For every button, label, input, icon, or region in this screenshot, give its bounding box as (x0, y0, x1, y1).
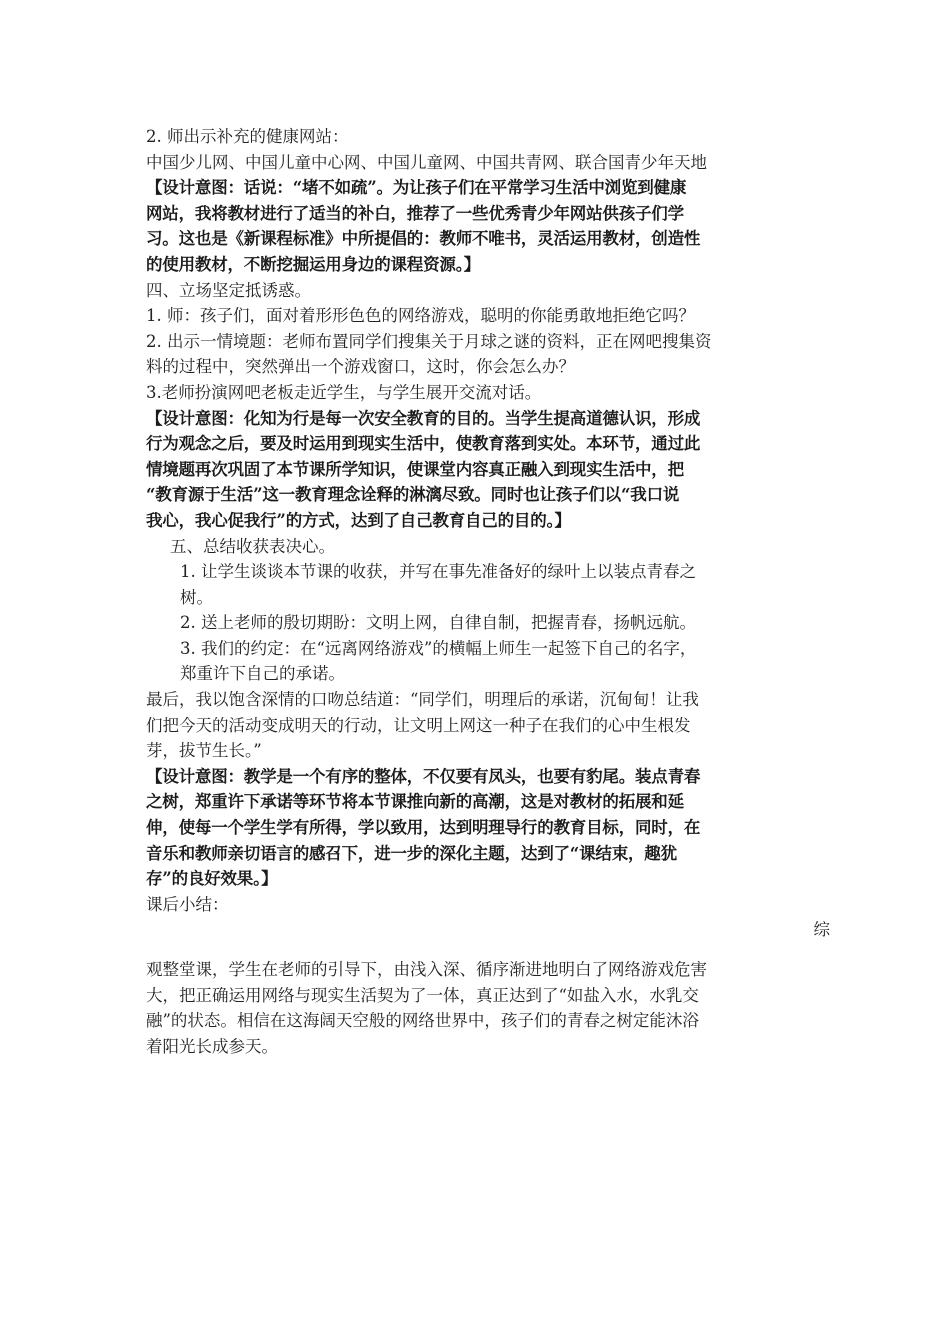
design-intent-line: 存”的良好效果。】 (146, 869, 278, 889)
text-line: 融”的状态。相信在这海阔天空般的网络世界中，孩子们的青春之树定能沐浴 (146, 1011, 699, 1031)
text-line: 郑重许下自己的承诺。 (180, 664, 345, 684)
text-line: 观整堂课，学生在老师的引导下，由浅入深、循序渐进地明白了网络游戏危害 (146, 960, 707, 979)
design-intent-line: “教育源于生活”这一教育理念诠释的淋漓尽致。同时也让孩子们以“我口说 (146, 485, 680, 505)
design-intent-line: 习。这也是《新课程标准》中所提倡的：教师不唯书，灵活运用教材，创造性 (146, 229, 701, 249)
design-intent-line: 【设计意图：化知为行是每一次安全教育的目的。当学生提高道德认识，形成 (146, 408, 701, 428)
text-line: 2. 师出示补充的健康网站： (146, 127, 349, 146)
design-intent-line: 之树，郑重许下承诺等环节将本节课推向新的高潮，这是对教材的拓展和延 (146, 792, 684, 812)
text-line: 们把今天的活动变成明天的行动，让文明上网这一种子在我们的心中生根发 (146, 715, 691, 735)
text-line: 3. 我们的约定：在“远离网络游戏”的横幅上师生一起签下自己的名字， (180, 638, 697, 658)
design-intent-line: 【设计意图：教学是一个有序的整体，不仅要有凤头，也要有豹尾。装点青春 (146, 766, 701, 786)
text-line: 最后，我以饱含深情的口吻总结道：“同学们，明理后的承诺，沉甸甸！让我 (146, 690, 699, 710)
design-intent-line: 网站，我将教材进行了适当的补白，推荐了一些优秀青少年网站供孩子们学 (146, 203, 684, 223)
text-line (146, 943, 808, 957)
design-intent-line: 我心，我心促我行”的方式，达到了自己教育自己的目的。】 (146, 510, 571, 530)
design-intent-line: 伸，使每一个学生学有所得，学以致用，达到明理导行的教育目标，同时，在 (146, 818, 701, 838)
text-line: 五、总结收获表决心。 (170, 536, 335, 556)
document-body (146, 124, 830, 1059)
text-line: 课后小结： (146, 894, 229, 914)
design-intent-line: 情境题再次巩固了本节课所学知识，使课堂内容真正融入到现实生活中，把 (146, 459, 684, 479)
text-line: 四、立场坚定抵诱惑。 (146, 280, 311, 300)
text-line: 树。 (180, 587, 213, 607)
design-intent-line: 音乐和教师亲切语言的感召下，进一步的深化主题，达到了“课结束，趣犹 (146, 843, 677, 863)
text-line: 1. 师：孩子们，面对着形形色色的网络游戏，聪明的你能勇敢地拒绝它吗？ (146, 306, 695, 326)
text-line: 2. 出示一情境题：老师布置同学们搜集关于月球之谜的资料，正在网吧搜集资 (146, 331, 712, 351)
text-line: 3.老师扮演网吧老板走近学生，与学生展开交流对话。 (146, 382, 542, 402)
text-line: 1. 让学生谈谈本节课的收获，并写在事先准备好的绿叶上以装点青春之 (180, 562, 696, 582)
text-line: 综 (813, 920, 830, 940)
design-intent-line: 行为观念之后，要及时运用到现实生活中，使教育落到实处。本环节，通过此 (146, 434, 701, 454)
text-line: 2. 送上老师的殷切期盼：文明上网，自律自制，把握青春，扬帆远航。 (180, 613, 696, 633)
design-intent-line: 【设计意图：话说：“堵不如疏”。为让孩子们在平常学习生活中浏览到健康 (146, 178, 687, 198)
design-intent-line: 的使用教材，不断挖掘运用身边的课程资源。】 (146, 254, 481, 274)
text-line: 料的过程中，突然弹出一个游戏窗口，这时，你会怎么办？ (146, 357, 575, 377)
text-line: 芽，拔节生长。” (146, 741, 262, 761)
text-line: 着阳光长成参天。 (146, 1036, 278, 1056)
text-line: 大，把正确运用网络与现实生活契为了一体，真正达到了“如盐入水，水乳交 (146, 985, 699, 1005)
text-line: 中国少儿网、中国儿童中心网、中国儿童网、中国共青网、联合国青少年天地 (146, 152, 707, 172)
